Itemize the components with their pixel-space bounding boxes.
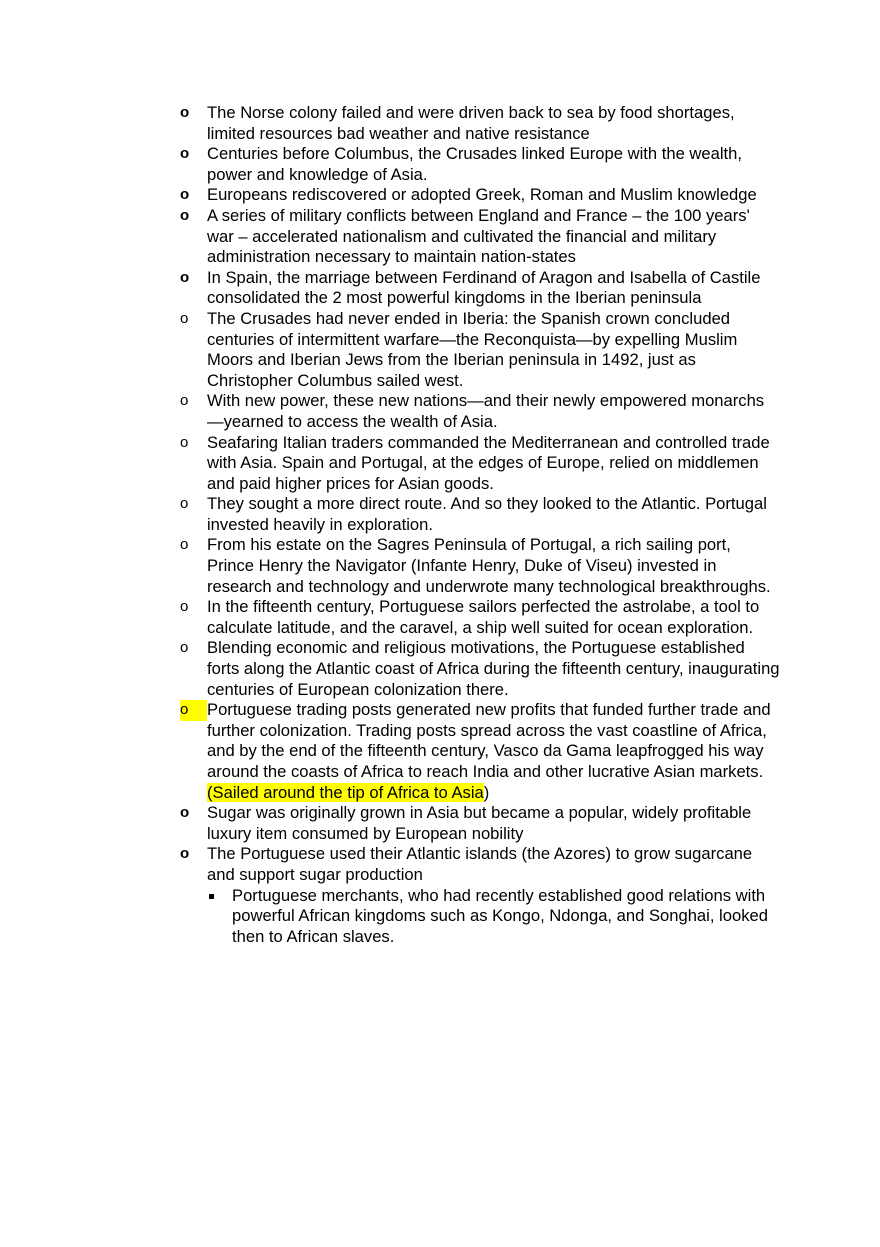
list-item-text: Seafaring Italian traders commanded the Mediterranean and controlled trade with Asia. Spain and Portugal, at the edges of Europe, relied on middlemen and paid higher prices for Asian goods. <box>207 432 770 493</box>
list-item <box>180 844 780 947</box>
bullet-marker: o <box>180 392 189 410</box>
list-item <box>180 103 780 144</box>
square-bullet-icon <box>209 894 214 899</box>
list-item-text: Portuguese trading posts generated new profits that funded further trade and further colonization. Trading posts spread across the vast coastline of Africa, and by the end of the fifteenth century, Vasco da Gama leapfrogged his way around the coasts of Africa to reach India and other lucrative Asian markets. <box>207 700 771 781</box>
bullet-marker: o <box>180 206 190 224</box>
list-item <box>180 391 780 432</box>
sub-bullet-list <box>207 886 780 948</box>
list-item <box>180 597 780 638</box>
bullet-marker: o <box>180 804 190 822</box>
bullet-marker: o <box>180 104 190 121</box>
bullet-marker: o <box>180 536 189 554</box>
list-item-text: Europeans rediscovered or adopted Greek, Roman and Muslim knowledge <box>207 185 757 205</box>
list-item-text: In Spain, the marriage between Ferdinand of Aragon and Isabella of Castile consolidated the 2 most powerful kingdoms in the Iberian peninsula <box>207 267 761 308</box>
list-item-text: The Portuguese used their Atlantic islands (the Azores) to grow sugarcane and support sugar production <box>207 844 753 884</box>
bullet-marker: o <box>180 639 189 657</box>
bullet-marker: o <box>180 186 190 204</box>
list-item-text: With new power, these new nations—and their newly empowered monarchs—yearned to access the wealth of Asia. <box>207 391 765 431</box>
list-item-text: Sugar was originally grown in Asia but became a popular, widely profitable luxury item consumed by European nobility <box>207 803 752 843</box>
bullet-list <box>180 103 780 947</box>
list-item <box>180 309 780 391</box>
list-item <box>180 494 780 535</box>
list-item-text: Centuries before Columbus, the Crusades linked Europe with the wealth, power and knowledge of Asia. <box>207 144 742 184</box>
list-item <box>180 144 780 185</box>
list-item-text: The Crusades had never ended in Iberia: the Spanish crown concluded centuries of intermittent warfare—the Reconquista—by expelling Muslim Moors and Iberian Jews from the Iberian peninsula in 1492, just as Christopher Columbus sailed west. <box>207 308 738 390</box>
list-item-text: They sought a more direct route. And so they looked to the Atlantic. Portugal invested heavily in exploration. <box>207 494 767 534</box>
bullet-marker: o <box>180 495 189 513</box>
bullet-marker: o <box>180 845 190 863</box>
list-item <box>180 185 780 206</box>
sub-list-item <box>180 886 780 948</box>
list-item-text: A series of military conflicts between England and France – the 100 years' war – accelerated nationalism and cultivated the financial and military administration necessary to maintain nation-states <box>207 205 750 267</box>
list-item <box>180 535 780 597</box>
sub-list-item-text: Portuguese merchants, who had recently established good relations with powerful African kingdoms such as Kongo, Ndonga, and Songhai, looked then to African slaves. <box>232 885 768 946</box>
bullet-marker: o <box>180 309 189 327</box>
list-item-text: Blending economic and religious motivations, the Portuguese established forts along the Atlantic coast of Africa during the fifteenth century, inaugurating centuries of European colonization there. <box>207 638 780 699</box>
bullet-marker: o <box>180 598 189 616</box>
list-item <box>180 803 780 844</box>
bullet-marker: o <box>180 145 190 163</box>
bullet-marker: o <box>180 268 190 286</box>
list-item-text: In the fifteenth century, Portuguese sailors perfected the astrolabe, a tool to calculate latitude, and the caravel, a ship well suited for ocean exploration. <box>207 597 760 637</box>
list-item <box>180 433 780 495</box>
list-item <box>180 268 780 309</box>
list-item-text-tail: ) <box>483 782 490 802</box>
list-item-highlighted <box>180 700 780 803</box>
bullet-marker-highlighted: o <box>180 700 207 721</box>
bullet-marker: o <box>180 433 189 451</box>
highlighted-text: (Sailed around the tip of Africa to Asia <box>207 782 484 802</box>
list-item <box>180 638 780 700</box>
list-item-text: From his estate on the Sagres Peninsula of Portugal, a rich sailing port, Prince Henry the Navigator (Infante Henry, Duke of Viseu) invested in research and technology and underwrote many technological breakthroughs. <box>207 535 771 596</box>
list-item-text: The Norse colony failed and were driven back to sea by food shortages, limited resources bad weather and native resistance <box>207 103 735 143</box>
list-item <box>180 206 780 268</box>
